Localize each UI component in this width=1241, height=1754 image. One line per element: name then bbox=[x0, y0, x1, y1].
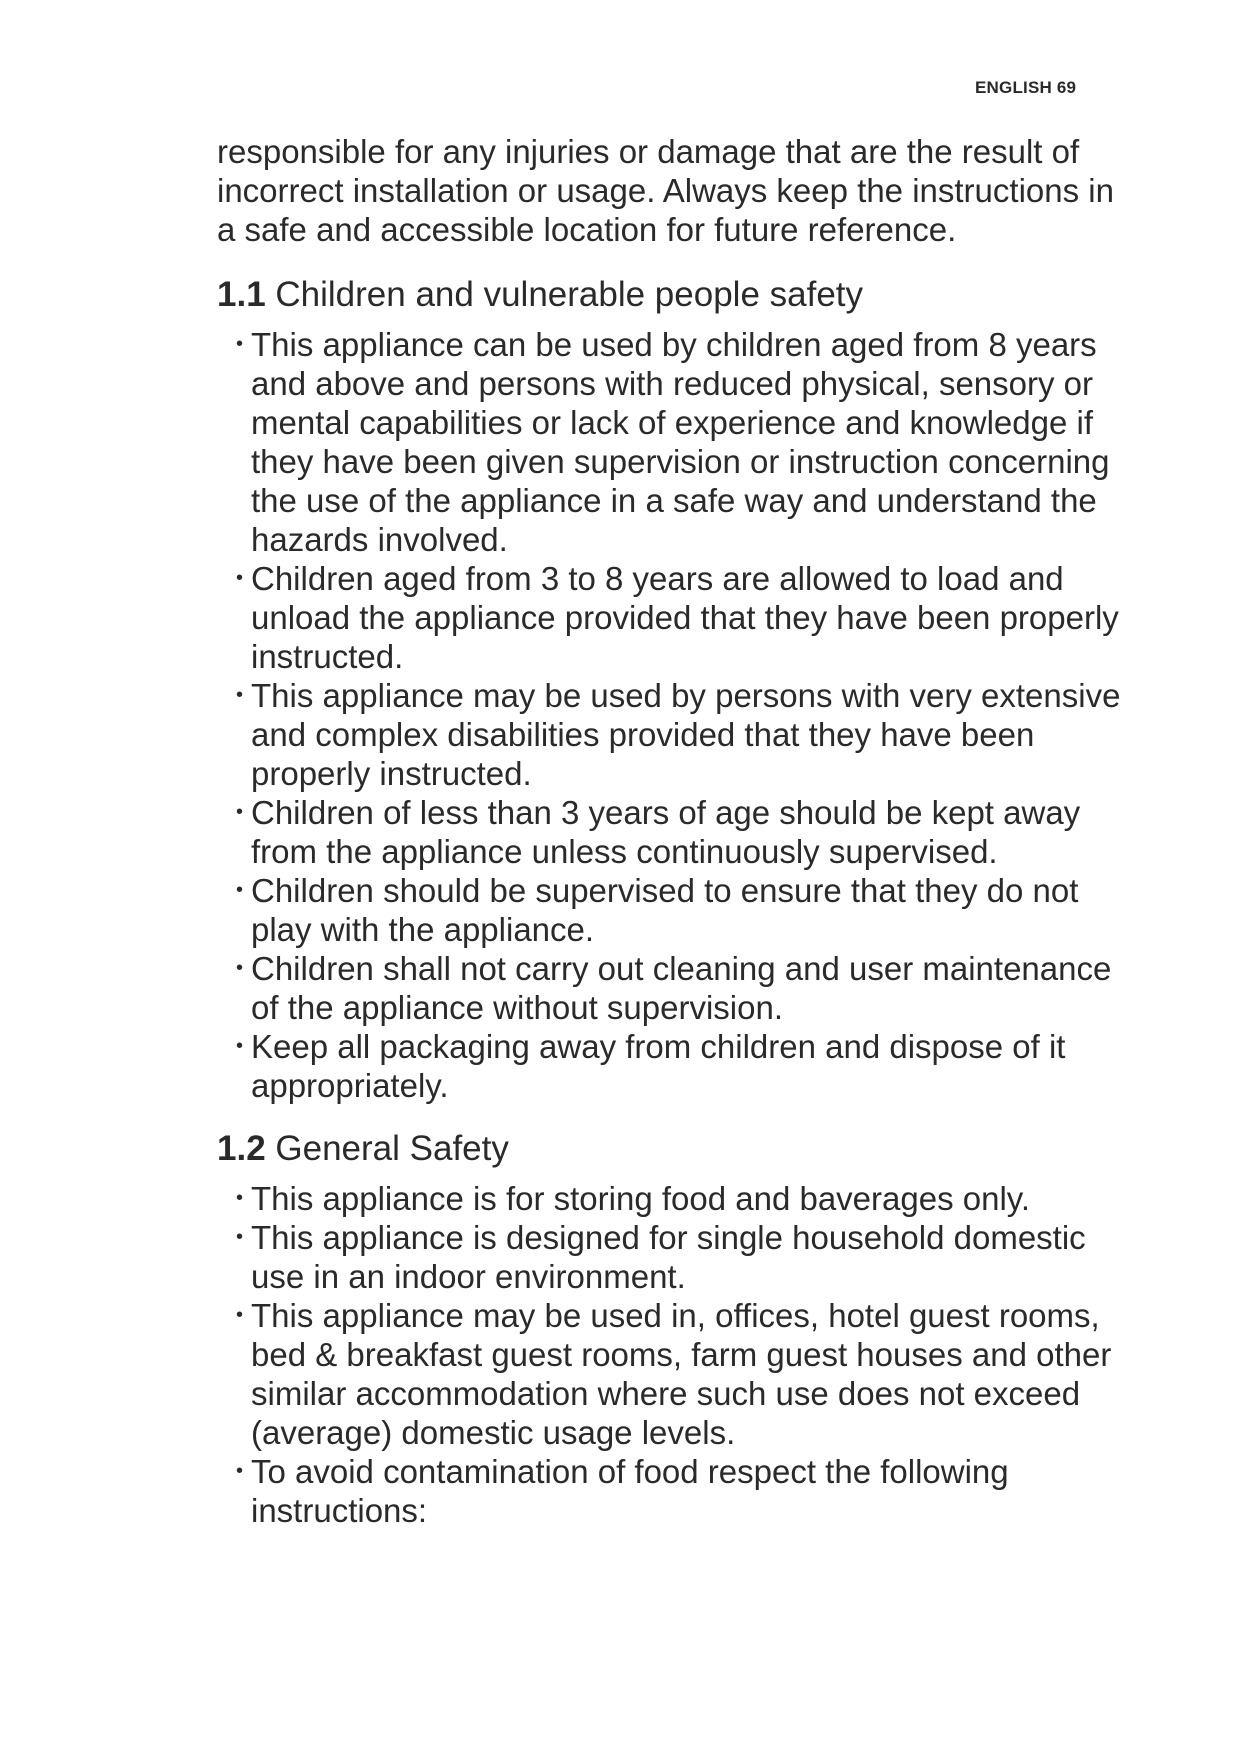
children-safety-list bbox=[217, 325, 1137, 1105]
section-title: Children and vulnerable people safety bbox=[275, 275, 864, 314]
section-number: 1.1 bbox=[217, 275, 266, 314]
intro-paragraph: responsible for any injuries or damage that are the result of incorrect installation or usage. Always keep the instructions in a safe and accessible location for future reference. bbox=[217, 133, 1114, 248]
section-title: General Safety bbox=[275, 1129, 509, 1168]
page-number-header: ENGLISH 69 bbox=[975, 78, 1077, 97]
list-item: • Keep all packaging away from children and dispose of it appropriately. bbox=[236, 1028, 1066, 1104]
list-item: • This appliance is designed for single household domestic use in an indoor environment. bbox=[236, 1219, 1086, 1295]
bullet-icon: • bbox=[236, 957, 244, 979]
list-item: • Children should be supervised to ensure that they do not play with the appliance. bbox=[236, 872, 1079, 948]
bullet-icon: • bbox=[236, 879, 244, 901]
list-item: • This appliance may be used by persons with very extensive and complex disabilities provided that they have been properly instructed. bbox=[236, 677, 1121, 792]
bullet-icon: • bbox=[236, 1035, 244, 1057]
list-item: • This appliance is for storing food and baverages only. bbox=[236, 1180, 1031, 1217]
bullet-icon: • bbox=[236, 1460, 244, 1482]
list-item: • This appliance can be used by children aged from 8 years and above and persons with reduced physical, sensory or mental capabilities or lack of experience and knowledge if they have been given supervision or instruction concerning the use of the appliance in a safe way and understand the hazards involved. bbox=[236, 326, 1110, 558]
bullet-icon: • bbox=[236, 1187, 244, 1209]
bullet-icon: • bbox=[236, 1304, 244, 1326]
list-item: • To avoid contamination of food respect the following instructions: bbox=[236, 1453, 1009, 1529]
section-heading-general-safety bbox=[217, 1129, 1137, 1169]
document-body bbox=[217, 132, 1137, 1530]
general-safety-list bbox=[217, 1179, 1137, 1530]
list-item: • This appliance may be used in, offices, hotel guest rooms, bed & breakfast guest rooms, farm guest houses and other similar accommodation where such use does not exceed (average) domestic usage levels. bbox=[236, 1297, 1112, 1451]
bullet-icon: • bbox=[236, 1226, 244, 1248]
bullet-icon: • bbox=[236, 801, 244, 823]
bullet-icon: • bbox=[236, 684, 244, 706]
bullet-icon: • bbox=[236, 333, 244, 355]
section-heading-children-safety bbox=[217, 275, 1137, 315]
list-item: • Children aged from 3 to 8 years are allowed to load and unload the appliance provided that they have been properly instructed. bbox=[236, 560, 1119, 675]
list-item: • Children of less than 3 years of age should be kept away from the appliance unless continuously supervised. bbox=[236, 794, 1081, 870]
bullet-icon: • bbox=[236, 567, 244, 589]
section-number: 1.2 bbox=[217, 1129, 266, 1168]
list-item: • Children shall not carry out cleaning and user maintenance of the appliance without supervision. bbox=[236, 950, 1112, 1026]
